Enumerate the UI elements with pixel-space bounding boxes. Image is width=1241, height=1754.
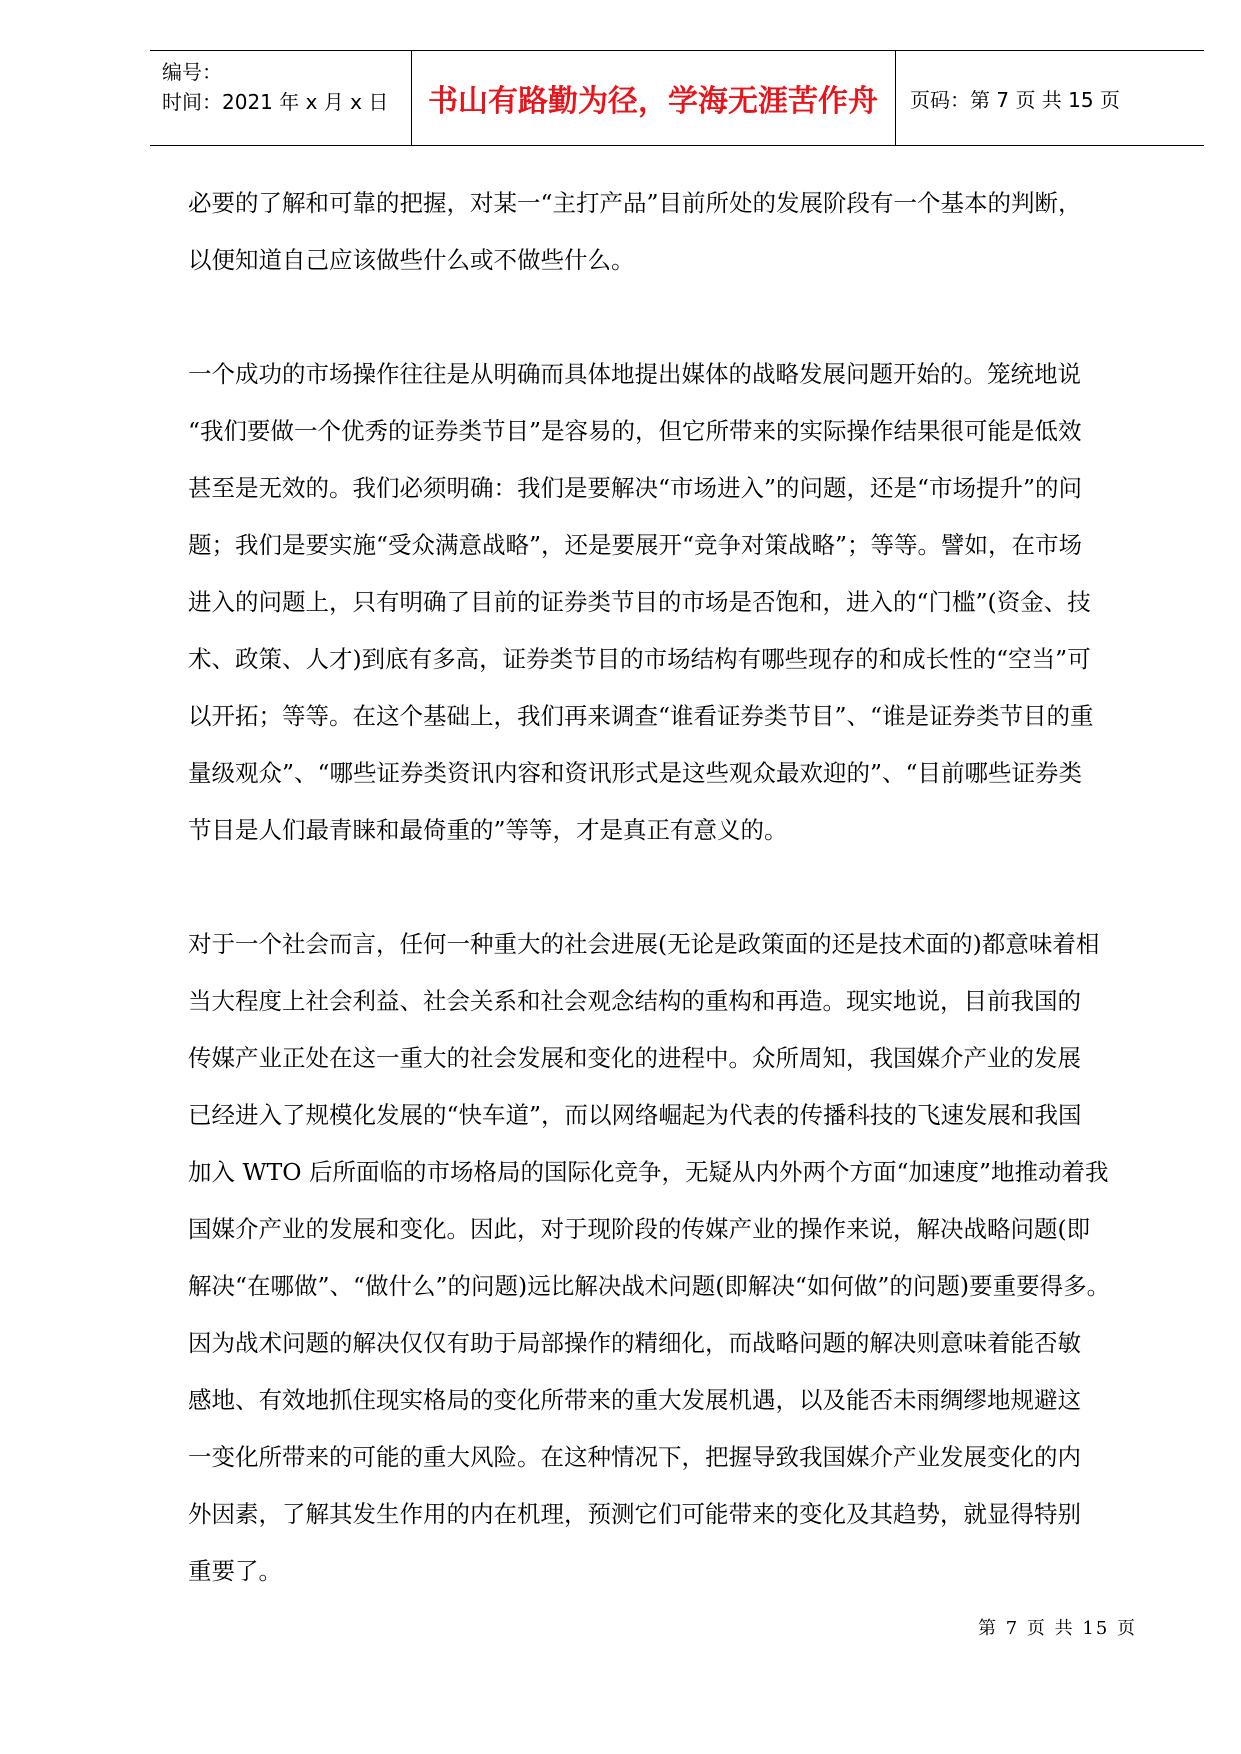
paragraph: [188, 175, 1163, 289]
text-line: 感地、有效地抓住现实格局的变化所带来的重大发展机遇，以及能否未雨绸缪地规避这: [188, 1386, 1081, 1414]
document-number-label: 编号：: [162, 60, 222, 84]
document-time-label: 时间：2021 年 x 月 x 日: [162, 90, 389, 114]
paragraph: [188, 346, 1163, 859]
page-footer: 第 7 页 共 15 页: [978, 1618, 1137, 1639]
text-line: 甚至是无效的。我们必须明确：我们是要解决“市场进入”的问题，还是“市场提升”的问: [188, 474, 1083, 502]
text-line: 重要了。: [188, 1557, 282, 1585]
header-meta: [162, 57, 388, 117]
document-body: [188, 175, 1163, 1600]
text-line: “我们要做一个优秀的证券类节目”是容易的，但它所带来的实际操作结果很可能是低效: [188, 417, 1082, 445]
text-line: 外因素，了解其发生作用的内在机理，预测它们可能带来的变化及其趋势，就显得特别: [188, 1500, 1081, 1528]
header-page-code: 页码：第 7 页 共 15 页: [910, 87, 1120, 112]
text-line: 已经进入了规模化发展的“快车道”，而以网络崛起为代表的传播科技的飞速发展和我国: [188, 1101, 1082, 1129]
paragraph: [188, 916, 1163, 1600]
page-header: [150, 50, 1204, 146]
header-motto: 书山有路勤为径，学海无涯苦作舟: [428, 84, 878, 119]
text-line: 以开拓；等等。在这个基础上，我们再来调查“谁看证券类节目”、“谁是证券类节目的重: [188, 702, 1094, 730]
text-line: 题；我们是要实施“受众满意战略”，还是要展开“竞争对策战略”；等等。譬如，在市场: [188, 531, 1083, 559]
text-line: 国媒介产业的发展和变化。因此，对于现阶段的传媒产业的操作来说，解决战略问题(即: [188, 1215, 1091, 1243]
text-line: 一变化所带来的可能的重大风险。在这种情况下，把握导致我国媒介产业发展变化的内: [188, 1443, 1081, 1471]
text-line: 进入的问题上，只有明确了目前的证券类节目的市场是否饱和，进入的“门槛”(资金、技: [188, 588, 1091, 616]
text-line: 术、政策、人才)到底有多高，证券类节目的市场结构有哪些现存的和成长性的“空当”可: [188, 645, 1091, 673]
text-line: 量级观众”、“哪些证券类资讯内容和资讯形式是这些观众最欢迎的”、“目前哪些证券类: [188, 759, 1083, 787]
text-line: 以便知道自己应该做些什么或不做些什么。: [188, 246, 635, 274]
text-line: 对于一个社会而言，任何一种重大的社会进展(无论是政策面的还是技术面的)都意味着相: [188, 930, 1100, 958]
text-line: 一个成功的市场操作往往是从明确而具体地提出媒体的战略发展问题开始的。笼统地说: [188, 360, 1081, 388]
text-line: 因为战术问题的解决仅仅有助于局部操作的精细化，而战略问题的解决则意味着能否敏: [188, 1329, 1081, 1357]
text-line: 加入 WTO 后所面临的市场格局的国际化竞争，无疑从内外两个方面“加速度”地推动着我: [188, 1158, 1109, 1186]
text-line: 解决“在哪做”、“做什么”的问题)远比解决战术问题(即解决“如何做”的问题)要重要得多。: [188, 1272, 1111, 1300]
text-line: 必要的了解和可靠的把握，对某一“主打产品”目前所处的发展阶段有一个基本的判断，: [188, 189, 1082, 217]
text-line: 传媒产业正处在这一重大的社会发展和变化的进程中。众所周知，我国媒介产业的发展: [188, 1044, 1081, 1072]
text-line: 当大程度上社会利益、社会关系和社会观念结构的重构和再造。现实地说，目前我国的: [188, 987, 1081, 1015]
text-line: 节目是人们最青睐和最倚重的”等等，才是真正有意义的。: [188, 816, 788, 844]
header-divider: [895, 51, 896, 145]
